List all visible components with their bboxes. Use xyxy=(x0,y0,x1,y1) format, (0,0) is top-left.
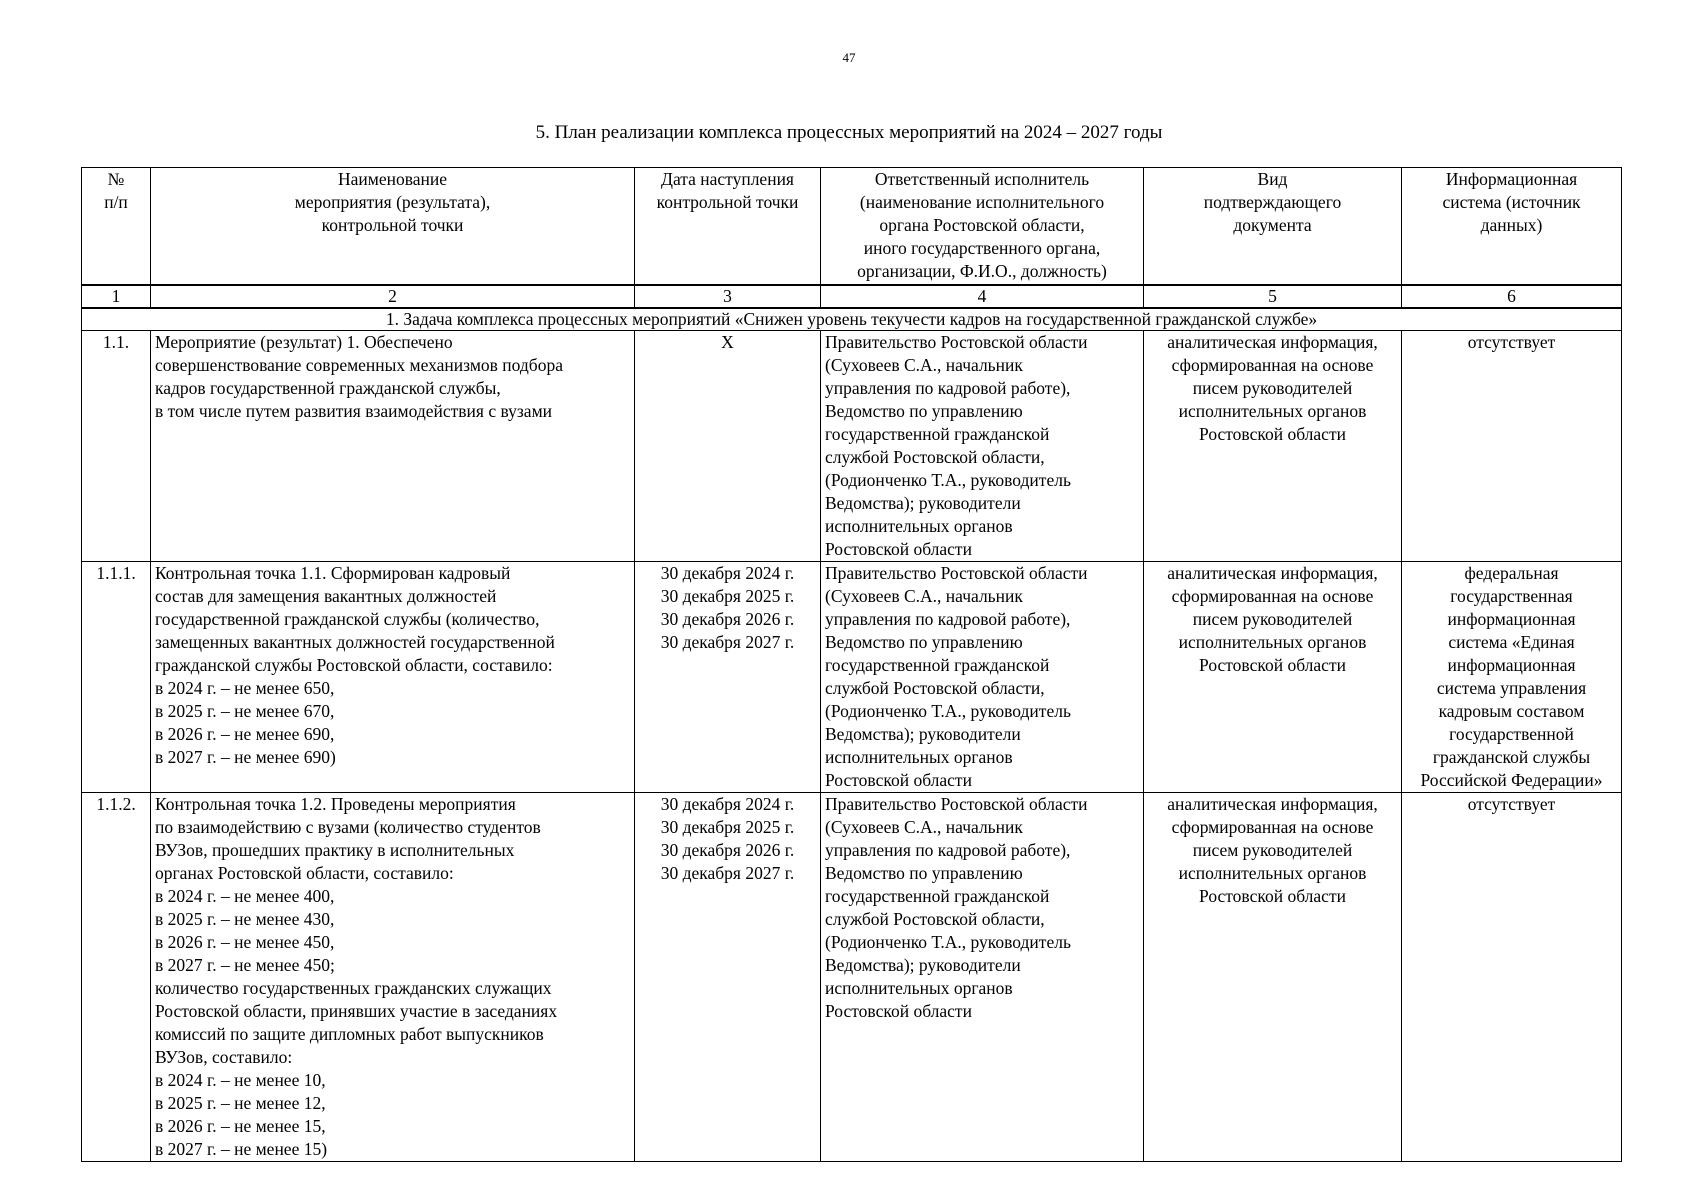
column-number: 5 xyxy=(1144,285,1402,308)
header-info-system: Информационная система (источник данных) xyxy=(1402,168,1622,286)
column-number: 2 xyxy=(151,285,635,308)
table-header-row xyxy=(82,168,1622,286)
row-number: 1.1.2. xyxy=(82,793,151,1162)
row-doc-type: аналитическая информация, сформированная на основе писем руководителей исполнительных органов Ростовской области xyxy=(1144,793,1402,1162)
header-date: Дата наступления контрольной точки xyxy=(635,168,821,286)
row-responsible: Правительство Ростовской области (Суховеев С.А., начальник управления по кадровой работе), Ведомство по управлению государственной гражданской службой Ростовской области, (Родионченко Т.А., руководитель Ведомства); руководители исполнительных органов Ростовской области xyxy=(821,331,1144,562)
row-name: Контрольная точка 1.2. Проведены мероприятия по взаимодействию с вузами (количество студентов ВУЗов, прошедших практику в исполнительных органах Ростовской области, составило: в 2024 г. – не менее 400, в 2025 г. – не менее 430, в 2026 г. – не менее 450, в 2027 г. – не менее 450; количество государственных гражданских служащих Ростовской области, принявших участие в заседаниях комиссий по защите дипломных работ выпускников ВУЗов, составило: в 2024 г. – не менее 10, в 2025 г. – не менее 12, в 2026 г. – не менее 15, в 2027 г. – не менее 15) xyxy=(151,793,635,1162)
row-info-system: отсутствует xyxy=(1402,331,1622,562)
document-title: 5. План реализации комплекса процессных мероприятий на 2024 – 2027 годы xyxy=(535,122,1163,143)
header-responsible: Ответственный исполнитель (наименование исполнительного органа Ростовской области, иного государственного органа, организации, Ф.И.О., должность) xyxy=(821,168,1144,286)
table-row xyxy=(82,331,1622,562)
column-number: 4 xyxy=(821,285,1144,308)
plan-table xyxy=(81,167,1622,1162)
task-row xyxy=(82,308,1622,331)
header-name: Наименование мероприятия (результата), контрольной точки xyxy=(151,168,635,286)
row-responsible: Правительство Ростовской области (Суховеев С.А., начальник управления по кадровой работе), Ведомство по управлению государственной гражданской службой Ростовской области, (Родионченко Т.А., руководитель Ведомства); руководители исполнительных органов Ростовской области xyxy=(821,562,1144,793)
column-numbers-row xyxy=(82,285,1622,308)
column-number: 1 xyxy=(82,285,151,308)
row-date: Х xyxy=(635,331,821,562)
column-number: 3 xyxy=(635,285,821,308)
row-info-system: отсутствует xyxy=(1402,793,1622,1162)
header-doc-type: Вид подтверждающего документа xyxy=(1144,168,1402,286)
page-number: 47 xyxy=(842,50,856,65)
row-doc-type: аналитическая информация, сформированная на основе писем руководителей исполнительных органов Ростовской области xyxy=(1144,331,1402,562)
row-date: 30 декабря 2024 г. 30 декабря 2025 г. 30 декабря 2026 г. 30 декабря 2027 г. xyxy=(635,793,821,1162)
header-number: № п/п xyxy=(82,168,151,286)
row-date: 30 декабря 2024 г. 30 декабря 2025 г. 30 декабря 2026 г. 30 декабря 2027 г. xyxy=(635,562,821,793)
row-responsible: Правительство Ростовской области (Суховеев С.А., начальник управления по кадровой работе), Ведомство по управлению государственной гражданской службой Ростовской области, (Родионченко Т.А., руководитель Ведомства); руководители исполнительных органов Ростовской области xyxy=(821,793,1144,1162)
row-doc-type: аналитическая информация, сформированная на основе писем руководителей исполнительных органов Ростовской области xyxy=(1144,562,1402,793)
row-info-system: федеральная государственная информационная система «Единая информационная система управления кадровым составом государственной гражданской службы Российской Федерации» xyxy=(1402,562,1622,793)
row-number: 1.1. xyxy=(82,331,151,562)
table-row xyxy=(82,793,1622,1162)
column-number: 6 xyxy=(1402,285,1622,308)
task-title: 1. Задача комплекса процессных мероприятий «Снижен уровень текучести кадров на государственной гражданской службе» xyxy=(82,308,1622,331)
table-row xyxy=(82,562,1622,793)
row-number: 1.1.1. xyxy=(82,562,151,793)
row-name: Контрольная точка 1.1. Сформирован кадровый состав для замещения вакантных должностей государственной гражданской службы (количество, замещенных вакантных должностей государственной гражданской службы Ростовской области, составило: в 2024 г. – не менее 650, в 2025 г. – не менее 670, в 2026 г. – не менее 690, в 2027 г. – не менее 690) xyxy=(151,562,635,793)
row-name: Мероприятие (результат) 1. Обеспечено совершенствование современных механизмов подбора кадров государственной гражданской службы, в том числе путем развития взаимодействия с вузами xyxy=(151,331,635,562)
